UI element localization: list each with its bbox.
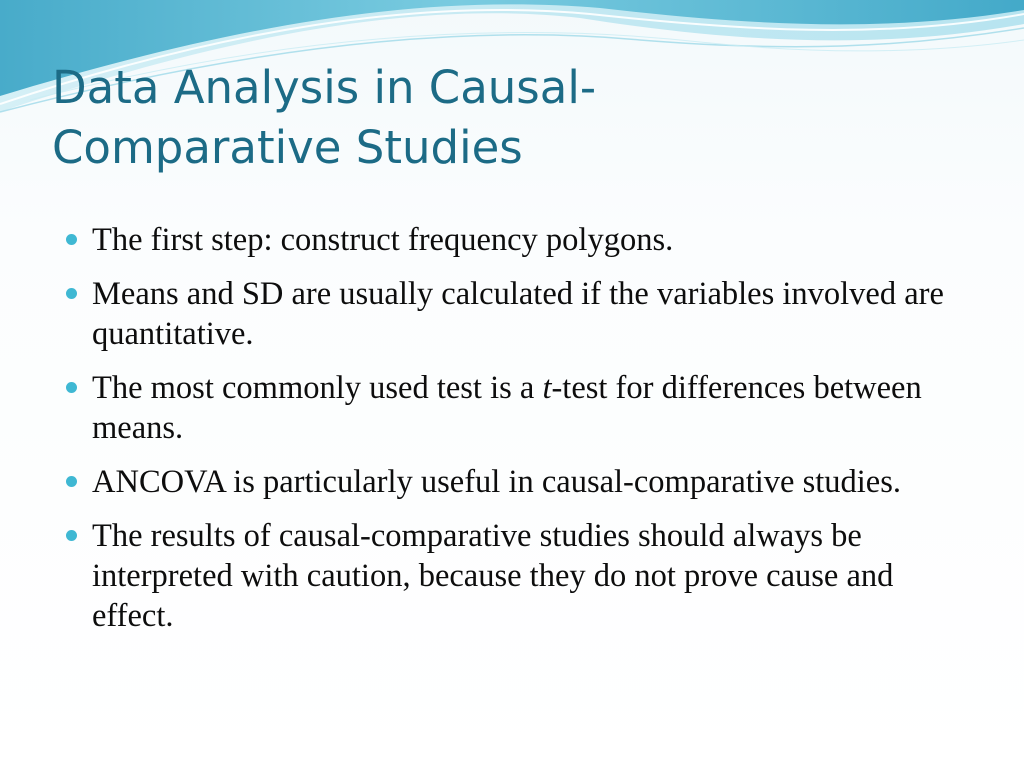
bullet-text: The first step: construct frequency polygons.: [92, 222, 674, 258]
bullet-list: [0, 220, 1024, 650]
bullet-item: [0, 368, 1024, 448]
bullet-item: [0, 274, 1024, 354]
bullet-marker-icon: [66, 382, 77, 393]
bullet-italic-t: t: [542, 370, 552, 406]
bullet-marker-icon: [66, 530, 77, 541]
bullet-item: [0, 462, 1024, 502]
slide-title-line-1: Data Analysis in Causal-: [52, 61, 597, 114]
slide-title-line-2: Comparative Studies: [52, 121, 523, 174]
bullet-text: [92, 368, 964, 448]
bullet-text: Means and SD are usually calculated if the variables involved are quantitative.: [92, 276, 944, 352]
bullet-item: [0, 220, 1024, 260]
bullet-item: [0, 516, 1024, 636]
bullet-marker-icon: [66, 234, 77, 245]
slide-title: [52, 58, 952, 178]
bullet-marker-icon: [66, 476, 77, 487]
bullet-marker-icon: [66, 288, 77, 299]
bullet-text-part: -test for differences between means.: [92, 370, 922, 446]
bullet-text: ANCOVA is particularly useful in causal-comparative studies.: [92, 464, 902, 500]
bullet-text-part: The most commonly used test is a: [92, 370, 543, 406]
bullet-text: The results of causal-comparative studies should always be interpreted with caution, because they do not prove cause and effect.: [92, 518, 894, 634]
